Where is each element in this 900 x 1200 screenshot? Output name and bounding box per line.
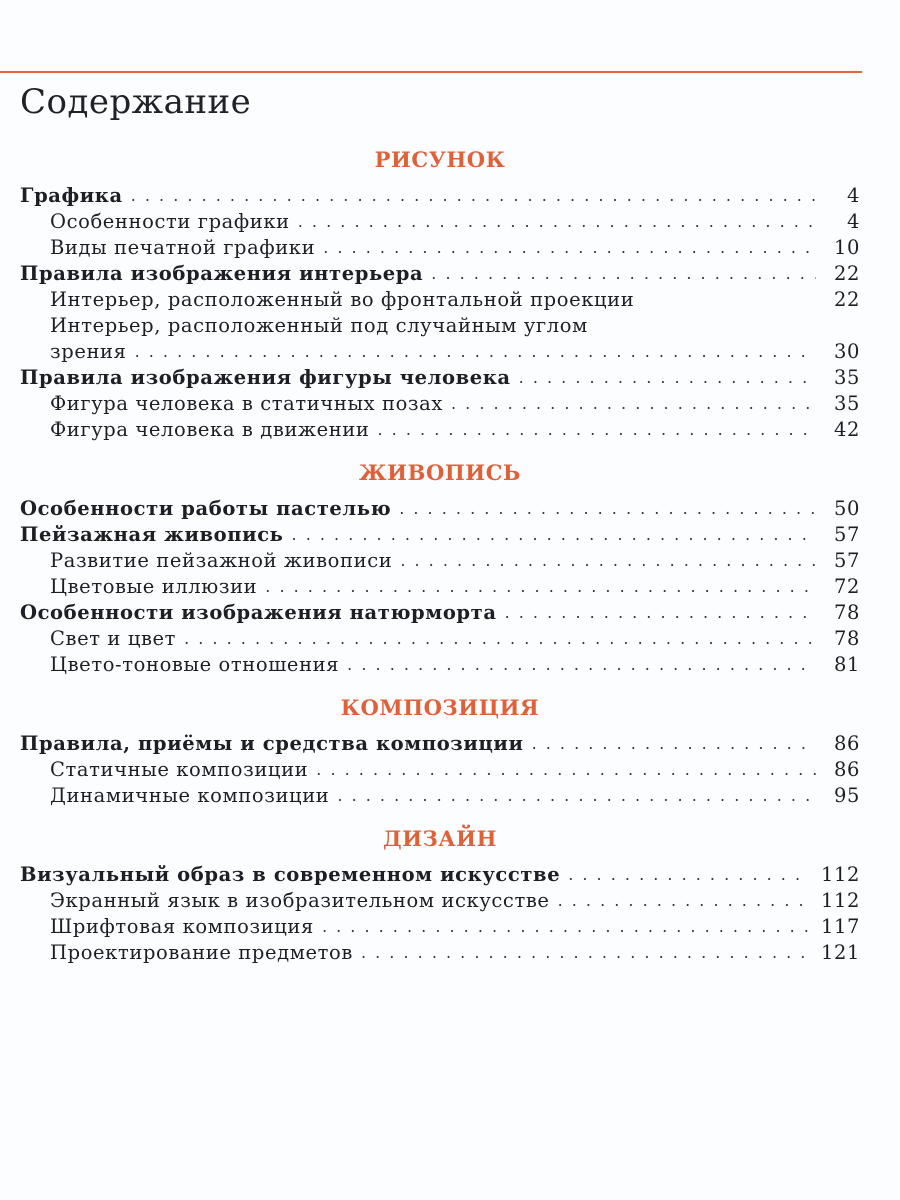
toc-entry-page: 121 — [820, 941, 860, 964]
toc-entry-page: 57 — [833, 549, 860, 572]
toc-entry[interactable] — [50, 548, 860, 574]
dot-leader — [451, 391, 816, 417]
toc-entry[interactable] — [20, 731, 860, 757]
dot-leader — [265, 574, 816, 600]
page-title: Содержание — [20, 82, 252, 122]
dot-leader — [292, 522, 816, 548]
toc-entry-label: Визуальный образ в современном искусстве — [20, 863, 561, 886]
toc-entry[interactable] — [20, 496, 860, 522]
toc-entry-page: 86 — [833, 758, 860, 781]
toc-entry-label: Графика — [20, 184, 123, 207]
toc-entry-page: 35 — [833, 392, 860, 415]
toc-entry-label: Шрифтовая композиция — [50, 915, 314, 938]
dot-leader — [337, 783, 816, 809]
toc-entry-page: 30 — [833, 340, 860, 363]
toc-entry-label: Цветовые иллюзии — [50, 575, 258, 598]
toc-entry-label: зрения — [50, 340, 127, 363]
toc-entry-page: 112 — [820, 889, 860, 912]
toc-entry-label: Динамичные композиции — [50, 784, 330, 807]
toc-entry-label: Свет и цвет — [50, 627, 177, 650]
toc-entry-label: Цвето-тоновые отношения — [50, 653, 340, 676]
toc-entry-page: 57 — [833, 523, 860, 546]
dot-leader — [568, 862, 809, 888]
toc-entry[interactable] — [50, 888, 860, 914]
section-heading-design: ДИЗАЙН — [382, 826, 498, 851]
toc-entry-page: 86 — [833, 732, 860, 755]
toc-entry-page: 10 — [833, 236, 860, 259]
toc-entry[interactable] — [50, 235, 860, 261]
section-heading-drawing: РИСУНОК — [374, 147, 506, 172]
toc-entry-page: 78 — [833, 627, 860, 650]
dot-leader — [505, 600, 816, 626]
toc-entry[interactable] — [50, 339, 860, 365]
toc-entry-label: Особенности изображения натюрморта — [20, 601, 497, 624]
toc-entry-label: Развитие пейзажной живописи — [50, 549, 393, 572]
dot-leader — [532, 731, 816, 757]
toc-entry-label: Фигура человека в движении — [50, 418, 370, 441]
section-heading-painting: ЖИВОПИСЬ — [359, 460, 521, 485]
toc-entry-label: Проектирование предметов — [50, 941, 353, 964]
toc-entry[interactable] — [50, 757, 860, 783]
toc-entry[interactable] — [50, 940, 860, 966]
toc-entry-label: Статичные композиции — [50, 758, 309, 781]
toc-entry[interactable] — [50, 417, 860, 443]
toc-entry-label: Особенности графики — [50, 210, 290, 233]
dot-leader — [322, 914, 809, 940]
toc-entry-page: 4 — [846, 210, 860, 233]
dot-leader — [347, 652, 816, 678]
toc-entry[interactable] — [20, 183, 860, 209]
toc-entry-page: 72 — [833, 575, 860, 598]
top-divider — [0, 71, 862, 73]
toc-entry-label: Интерьер, расположенный во фронтальной проекции — [50, 288, 635, 311]
section-heading-composition: КОМПОЗИЦИЯ — [340, 695, 540, 720]
toc-entry-page: 50 — [833, 497, 860, 520]
toc-entry[interactable] — [50, 574, 860, 600]
toc-entry-page: 81 — [833, 653, 860, 676]
toc-entry-label: Пейзажная живопись — [20, 523, 284, 546]
dot-leader — [298, 209, 816, 235]
toc-entry-page: 78 — [833, 601, 860, 624]
toc-entry[interactable] — [20, 261, 860, 287]
toc-entry[interactable] — [50, 626, 860, 652]
toc-entry-page: 35 — [833, 366, 860, 389]
dot-leader — [431, 261, 816, 287]
dot-leader — [131, 183, 816, 209]
toc-entry[interactable] — [50, 391, 860, 417]
toc-entry[interactable] — [20, 522, 860, 548]
toc-entry-label: Правила изображения фигуры человека — [20, 366, 511, 389]
dot-leader — [135, 339, 816, 365]
toc-entry[interactable] — [50, 287, 860, 313]
toc-entry[interactable] — [50, 209, 860, 235]
toc-entry[interactable] — [20, 365, 860, 391]
dot-leader — [400, 548, 816, 574]
toc-entry-label: Экранный язык в изобразительном искусстве — [50, 889, 550, 912]
dot-leader — [378, 417, 817, 443]
toc-entry-page: 4 — [846, 184, 860, 207]
dot-leader — [558, 888, 809, 914]
toc-entry-label: Фигура человека в статичных позах — [50, 392, 443, 415]
toc-entry[interactable] — [50, 652, 860, 678]
dot-leader — [323, 235, 816, 261]
toc-entry[interactable] — [50, 783, 860, 809]
toc-entry-page: 117 — [820, 915, 860, 938]
toc-entry[interactable] — [50, 914, 860, 940]
toc-entry-page: 42 — [833, 418, 860, 441]
toc-entry[interactable] — [20, 600, 860, 626]
toc-entry-page: 112 — [820, 863, 860, 886]
toc-entry-label-line1[interactable]: Интерьер, расположенный под случайным углом — [50, 314, 588, 337]
dot-leader — [316, 757, 816, 783]
toc-entry-label: Особенности работы пастелью — [20, 497, 392, 520]
dot-leader — [361, 940, 809, 966]
toc-entry-page: 22 — [833, 288, 860, 311]
toc-entry-page: 95 — [833, 784, 860, 807]
dot-leader — [399, 496, 816, 522]
dot-leader — [519, 365, 816, 391]
toc-entry-label: Виды печатной графики — [50, 236, 316, 259]
toc-entry-label: Правила, приёмы и средства композиции — [20, 732, 524, 755]
dot-leader — [184, 626, 816, 652]
toc-entry-page: 22 — [833, 262, 860, 285]
toc-entry[interactable] — [20, 862, 860, 888]
toc-entry-label: Правила изображения интерьера — [20, 262, 424, 285]
